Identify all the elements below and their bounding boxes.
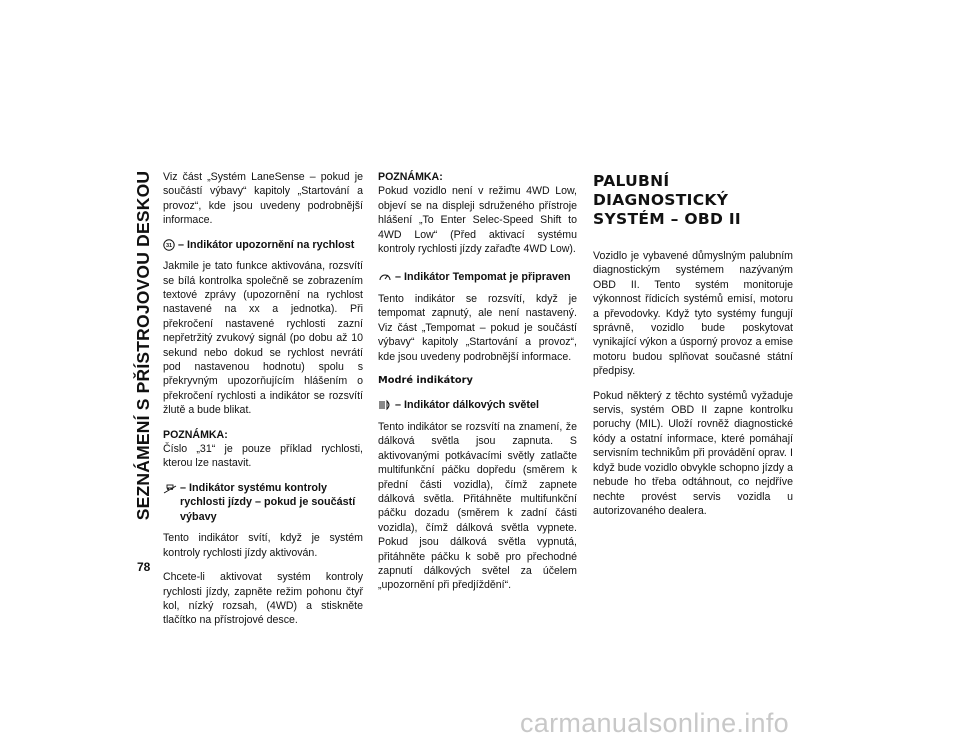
note-text-1: Číslo „31“ je pouze příklad rychlosti, kterou lze nastavit. [163, 443, 363, 470]
intro-paragraph: Viz část „Systém LaneSense – pokud je součástí výbavy“ kapitoly „Startování a provoz“, kde jsou uvedeny podrobnější informace. [163, 171, 363, 227]
speed-warning-title: – Indikátor upozornění na rychlost [178, 238, 355, 251]
high-beam-text: Tento indikátor se rozsvítí na znamení, že dálková světla jsou zapnuta. S aktivovanými potkávacími světly zatlačte multifunkční páčku dopředu (směrem k přední části vozidla), čímž zapnete dálková světla. Přitáhněte multifunkční páčku dozadu (směrem k zadní části vozidla), čímž dálková světla vypnete. Pokud jsou dálková světla vypnutá, přitáhněte páčku k sobě pro přechodné zapnutí dálkových světel za účelem „upozornění při předjíždění“. [378, 420, 577, 592]
speed-warning-icon [163, 239, 175, 251]
hill-control-heading [163, 481, 363, 525]
cruise-ready-title: – Indikátor Tempomat je připraven [395, 271, 571, 284]
column-1 [163, 170, 363, 638]
high-beam-title: – Indikátor dálkových světel [395, 399, 540, 412]
cruise-ready-icon [378, 271, 392, 283]
column-2 [378, 170, 577, 603]
blue-indicators-heading: Modré indikátory [378, 374, 473, 386]
hill-control-text-1: Tento indikátor svítí, když je systém kontroly rychlosti jízdy aktivován. [163, 532, 363, 559]
note-label-2: POZNÁMKA: [378, 171, 443, 183]
note-text-2: Pokud vozidlo není v režimu 4WD Low, objeví se na displeji sdruženého přístroje hlášení „To Enter Selec-Speed Shift to 4WD Low“ (Před aktivací systému kontroly rychlosti jízdy zařaďte 4WD Low). [378, 185, 577, 256]
watermark: carmanualsonline.info [520, 708, 789, 738]
column-3 [593, 170, 793, 528]
svg-text:31: 31 [165, 242, 173, 249]
obd-paragraph-2: Pokud některý z těchto systémů vyžaduje servis, systém OBD II zapne kontrolku poruchy (MIL). Uloží rovněž diagnostické kódy a ostatní informace, které pomáhají servisním technikům při provádění oprav. I když bude vozidlo obvykle schopno jízdy a nebude ho třeba odtáhnout, co nejdříve nechte provést servis vozidla u autorizovaného dealera. [593, 389, 793, 517]
speed-warning-heading [163, 238, 363, 253]
speed-warning-text: Jakmile je tato funkce aktivována, rozsvítí se bílá kontrolka společně se zobrazením textové zprávy (upozornění na rychlost nastavené na xx a jednotka). Při překročení nastavené rychlosti zazní nepřetržitý zvukový signál (po dobu až 10 sekund nebo dokud se rychlost nevrátí pod nastavenou hodnotu) spolu s překryvným upozorňujícím hlášením o překročení rychlosti a indikátor se rozsvítí žlutě a bude blikat. [163, 260, 363, 417]
obd-section-title: PALUBNÍ DIAGNOSTICKÝ SYSTÉM – OBD II [593, 172, 741, 228]
cruise-ready-heading [378, 270, 577, 285]
side-section-title-text: SEZNÁMENÍ S PŘÍSTROJOVOU DESKOU [133, 170, 154, 520]
hill-control-text-2: Chcete-li aktivovat systém kontroly rychlosti jízdy, zapněte režim pohonu čtyř kol, nízký rozsah, (4WD) a stiskněte tlačítko na přístrojové desce. [163, 571, 363, 627]
obd-paragraph-1: Vozidlo je vybavené důmyslným palubním diagnostickým systémem nazývaným OBD II. Tento systém monitoruje výkonnost řídicích systémů emisí, motoru a převodovky. Když tyto systémy fungují správně, vozidlo bude poskytovat vynikající výkon a úsporný provoz a emise motoru budou splňovat současné státní předpisy. [593, 250, 793, 378]
hill-control-title: – Indikátor systému kontroly rychlosti jízdy – pokud je součástí výbavy [180, 481, 356, 523]
note-label-1: POZNÁMKA: [163, 428, 228, 441]
hill-descent-icon [163, 482, 177, 494]
side-section-title [127, 160, 161, 530]
high-beam-icon [378, 399, 392, 411]
cruise-ready-text: Tento indikátor se rozsvítí, když je tempomat zapnutý, ale není nastavený. Viz část „Tempomat – pokud je součástí výbavy“ kapitoly „Startování a provoz“, kde jsou uvedeny podrobnější informace. [378, 292, 577, 363]
high-beam-heading [378, 398, 577, 413]
page-number: 78 [137, 560, 151, 574]
